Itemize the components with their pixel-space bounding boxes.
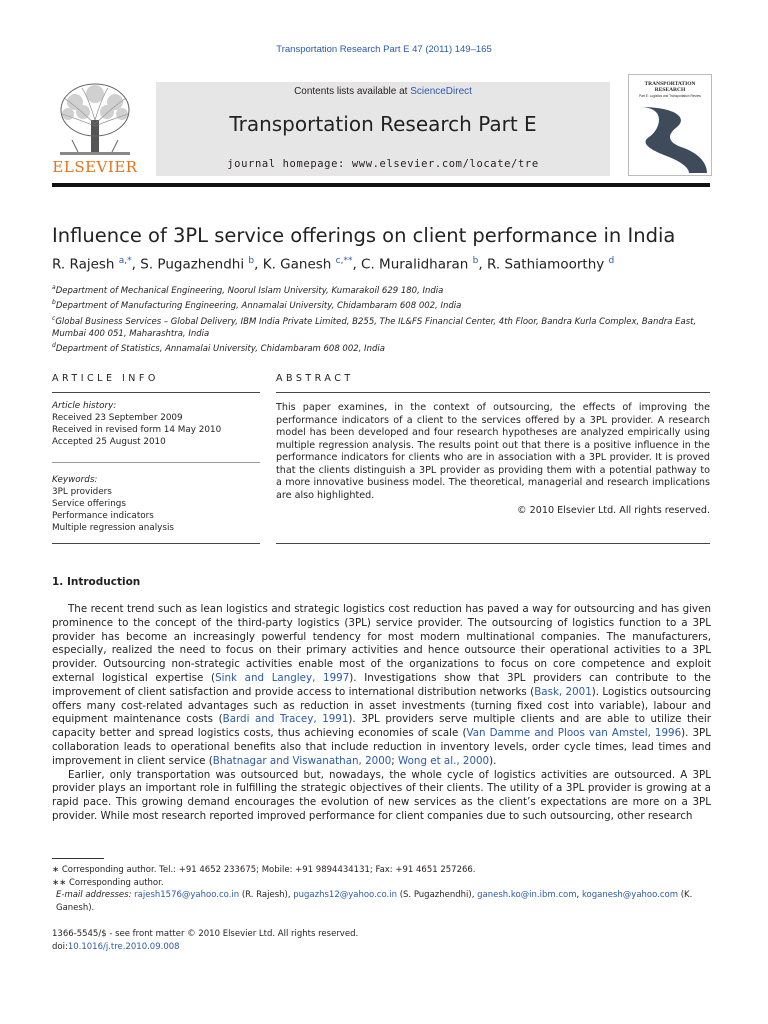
affiliation-text: Department of Mechanical Engineering, Noorul Islam University, Kumarakoil 629 180, India — [55, 285, 444, 296]
citation-link[interactable]: Bhatnagar and Viswanathan, 2000 — [212, 754, 392, 767]
keyword-item: Service offerings — [52, 499, 126, 509]
doi-link[interactable]: 10.1016/j.tre.2010.09.008 — [67, 941, 180, 952]
author-separator: , — [131, 256, 141, 273]
affiliation-marker: d — [52, 342, 56, 350]
author-separator: , — [478, 256, 487, 273]
article-identifiers — [52, 928, 358, 953]
email-owner: , — [576, 890, 582, 900]
text-run: ). Logistics outsourcing offers many cost-related advantages such as reduction in asset investments (turning fixed cost into variable), labour and equipment maintenance costs ( — [52, 685, 711, 726]
history-accepted: Accepted 25 August 2010 — [52, 437, 166, 447]
journal-title: Transportation Research Part E — [229, 112, 537, 136]
author-name: R. Rajesh — [52, 256, 115, 273]
citation-link[interactable]: Bask, 2001 — [534, 685, 592, 698]
abstract-rule-bottom — [276, 543, 710, 544]
email-label: E-mail addresses: — [56, 890, 135, 900]
contents-line — [156, 86, 610, 97]
text-run: ). 3PL collaboration leads to operational benefits also that include reduction in inventory levels, order cycle times, lead times and improvement in client service ( — [52, 727, 711, 767]
author-affiliation-marker[interactable]: d — [608, 256, 615, 266]
section-heading: 1. Introduction — [52, 576, 141, 588]
article-info-caption: ARTICLE INFO — [52, 373, 159, 384]
history-label: Article history: — [52, 401, 117, 411]
paragraph — [52, 603, 711, 769]
history-revised: Received in revised form 14 May 2010 — [52, 425, 222, 435]
contents-prefix: Contents lists available at — [294, 86, 411, 97]
affiliation-text: Global Business Services – Global Delivery, IBM India Private Limited, B255, The IL&FS Financial Center, 4th Floor, Bandra Kurla Complex, Bandra East, Mumbai 400 051, Maharashtra, India — [52, 316, 697, 339]
paper-title: Influence of 3PL service offerings on client performance in India — [52, 224, 676, 247]
publisher-name: ELSEVIER — [52, 158, 138, 176]
footnotes — [52, 864, 711, 914]
history-received: Received 23 September 2009 — [52, 413, 183, 423]
issn-line: 1366-5545/$ - see front matter © 2010 Elsevier Ltd. All rights reserved. — [52, 929, 359, 939]
affiliation — [52, 313, 712, 341]
author-affiliation-marker[interactable]: b — [248, 256, 255, 266]
abstract-text: This paper examines, in the context of outsourcing, the effects of improving the performance indicators of a client to the services offered by a 3PL provider. A research model has been developed and four research hypotheses are analyzed empirically using multiple regression analysis. The results point out that there is a positive influence in the performance indicators for clients who are in association with a 3PL provider. It is proved that the clients distinguish a 3PL provider as providing them with a potential pathway to a more innovative business model. The theoretical, managerial and research implications are also highlighted. — [276, 402, 710, 501]
journal-reference[interactable]: Transportation Research Part E 47 (2011) 149–165 — [276, 44, 492, 55]
affiliation-marker: b — [52, 299, 56, 307]
introduction-body — [52, 603, 711, 824]
email-owner: (K. Ganesh). — [56, 890, 693, 913]
author-affiliation-marker[interactable]: c,** — [335, 256, 353, 266]
author-list — [52, 256, 614, 273]
email-link[interactable]: pugazhs12@yahoo.co.in — [293, 890, 397, 900]
keyword-item: Multiple regression analysis — [52, 523, 174, 533]
affiliation-marker: a — [52, 284, 56, 291]
footnote-corresponding: ∗ Corresponding author. Tel.: +91 4652 233675; Mobile: +91 9894434131; Fax: +91 4651 257266. — [52, 865, 476, 875]
abstract-rule-top — [276, 392, 710, 393]
affiliation — [52, 340, 712, 355]
email-owner: (R. Rajesh), — [239, 890, 294, 900]
road-icon — [629, 103, 711, 173]
info-rule-bottom — [52, 543, 260, 544]
citation-link[interactable]: Wong et al., 2000 — [398, 754, 490, 767]
affiliation-list — [52, 282, 712, 356]
doi-prefix: doi: — [52, 941, 68, 952]
author-name: C. Muralidharan — [361, 256, 469, 273]
journal-cover-thumbnail[interactable] — [628, 74, 712, 176]
author-name: K. Ganesh — [262, 256, 332, 273]
affiliation-text: Department of Statistics, Annamalai University, Chidambaram 608 002, India — [55, 344, 385, 355]
header-rule — [52, 183, 710, 187]
author-affiliation-marker[interactable]: b — [472, 256, 479, 266]
doi-line — [52, 941, 358, 954]
abstract-caption: ABSTRACT — [276, 373, 354, 384]
citation-link[interactable]: Van Damme and Ploos van Amstel, 1996 — [466, 727, 682, 740]
footnote-rule — [52, 858, 104, 859]
email-link[interactable]: rajesh1576@yahoo.co.in — [134, 890, 240, 900]
info-rule-top — [52, 392, 260, 393]
affiliation-text: Department of Manufacturing Engineering, Annamalai University, Chidambaram 608 002, India — [55, 301, 462, 312]
cover-subtitle: Part E: Logistics and Transportation Review — [639, 94, 701, 98]
text-run: ; — [391, 754, 399, 767]
elsevier-logo — [50, 80, 140, 176]
cover-title: TRANSPORTATION RESEARCH — [644, 81, 696, 93]
footnote-corresponding-2: ∗∗ Corresponding author. — [52, 877, 164, 888]
author-separator: , — [254, 256, 263, 273]
author-name: S. Pugazhendhi — [140, 256, 245, 273]
footnote-emails — [52, 889, 711, 914]
text-run: ). 3PL providers serve multiple clients and are able to utilize their capacity better and spread logistics costs, thus achieving economies of scale ( — [52, 713, 711, 740]
citation-link[interactable]: Sink and Langley, 1997 — [215, 671, 350, 684]
affiliation — [52, 282, 712, 297]
abstract-copyright: © 2010 Elsevier Ltd. All rights reserved. — [516, 505, 710, 516]
email-owner: (S. Pugazhendhi), — [397, 890, 478, 900]
keywords-block — [52, 474, 260, 534]
text-run: ). Investigations show that 3PL providers can contribute to the improvement of client satisfaction and provide access to international distribution networks ( — [52, 671, 711, 698]
citation-link[interactable]: Bardi and Tracey, 1991 — [222, 713, 349, 726]
tree-icon — [50, 80, 140, 158]
paragraph: Earlier, only transportation was outsourced but, nowadays, the whole cycle of logistics activities are outsourced. A 3PL provider plays an important role in fulfilling the strategic objectives of their clients. The utility of a 3PL provider is growing at a rapid pace. This growing demand encourages the evolution of new services as the client’s expectations are more on a 3PL provider. While most research reported improved performance for client companies due to such outsourcing, other research — [52, 768, 711, 822]
text-run: The recent trend such as lean logistics and strategic logistics cost reduction has paved a way for outsourcing and has given prominence to the concept of the third-party logistics (3PL) service provider. The outsourcing of logistics function to a 3PL provider has become an increasingly powerful tendency for most modern multinational companies. The manufacturers, especially, realized the need to focus on their primary activities and hence outsource their operational activities to a 3PL provider. Outsourcing non-strategic activities enable most of the organizations to focus on core competence and exploit external logistical expertise ( — [52, 603, 711, 684]
author-name: R. Sathiamoorthy — [486, 256, 605, 273]
email-link[interactable]: ganesh.ko@in.ibm.com — [477, 890, 577, 900]
sciencedirect-link[interactable]: ScienceDirect — [410, 86, 472, 97]
journal-homepage[interactable]: journal homepage: www.elsevier.com/locate/tre — [227, 158, 539, 170]
author-separator: , — [352, 256, 362, 273]
text-run: ). — [489, 754, 497, 767]
article-history — [52, 400, 260, 448]
keyword-item: 3PL providers — [52, 487, 112, 497]
keywords-label: Keywords: — [52, 475, 98, 485]
info-rule-mid — [52, 462, 260, 463]
affiliation-marker: c — [52, 314, 56, 322]
affiliation — [52, 297, 712, 312]
author-affiliation-marker[interactable]: a,* — [118, 256, 132, 266]
email-link[interactable]: koganesh@yahoo.com — [581, 890, 679, 900]
keyword-item: Performance indicators — [52, 511, 154, 521]
